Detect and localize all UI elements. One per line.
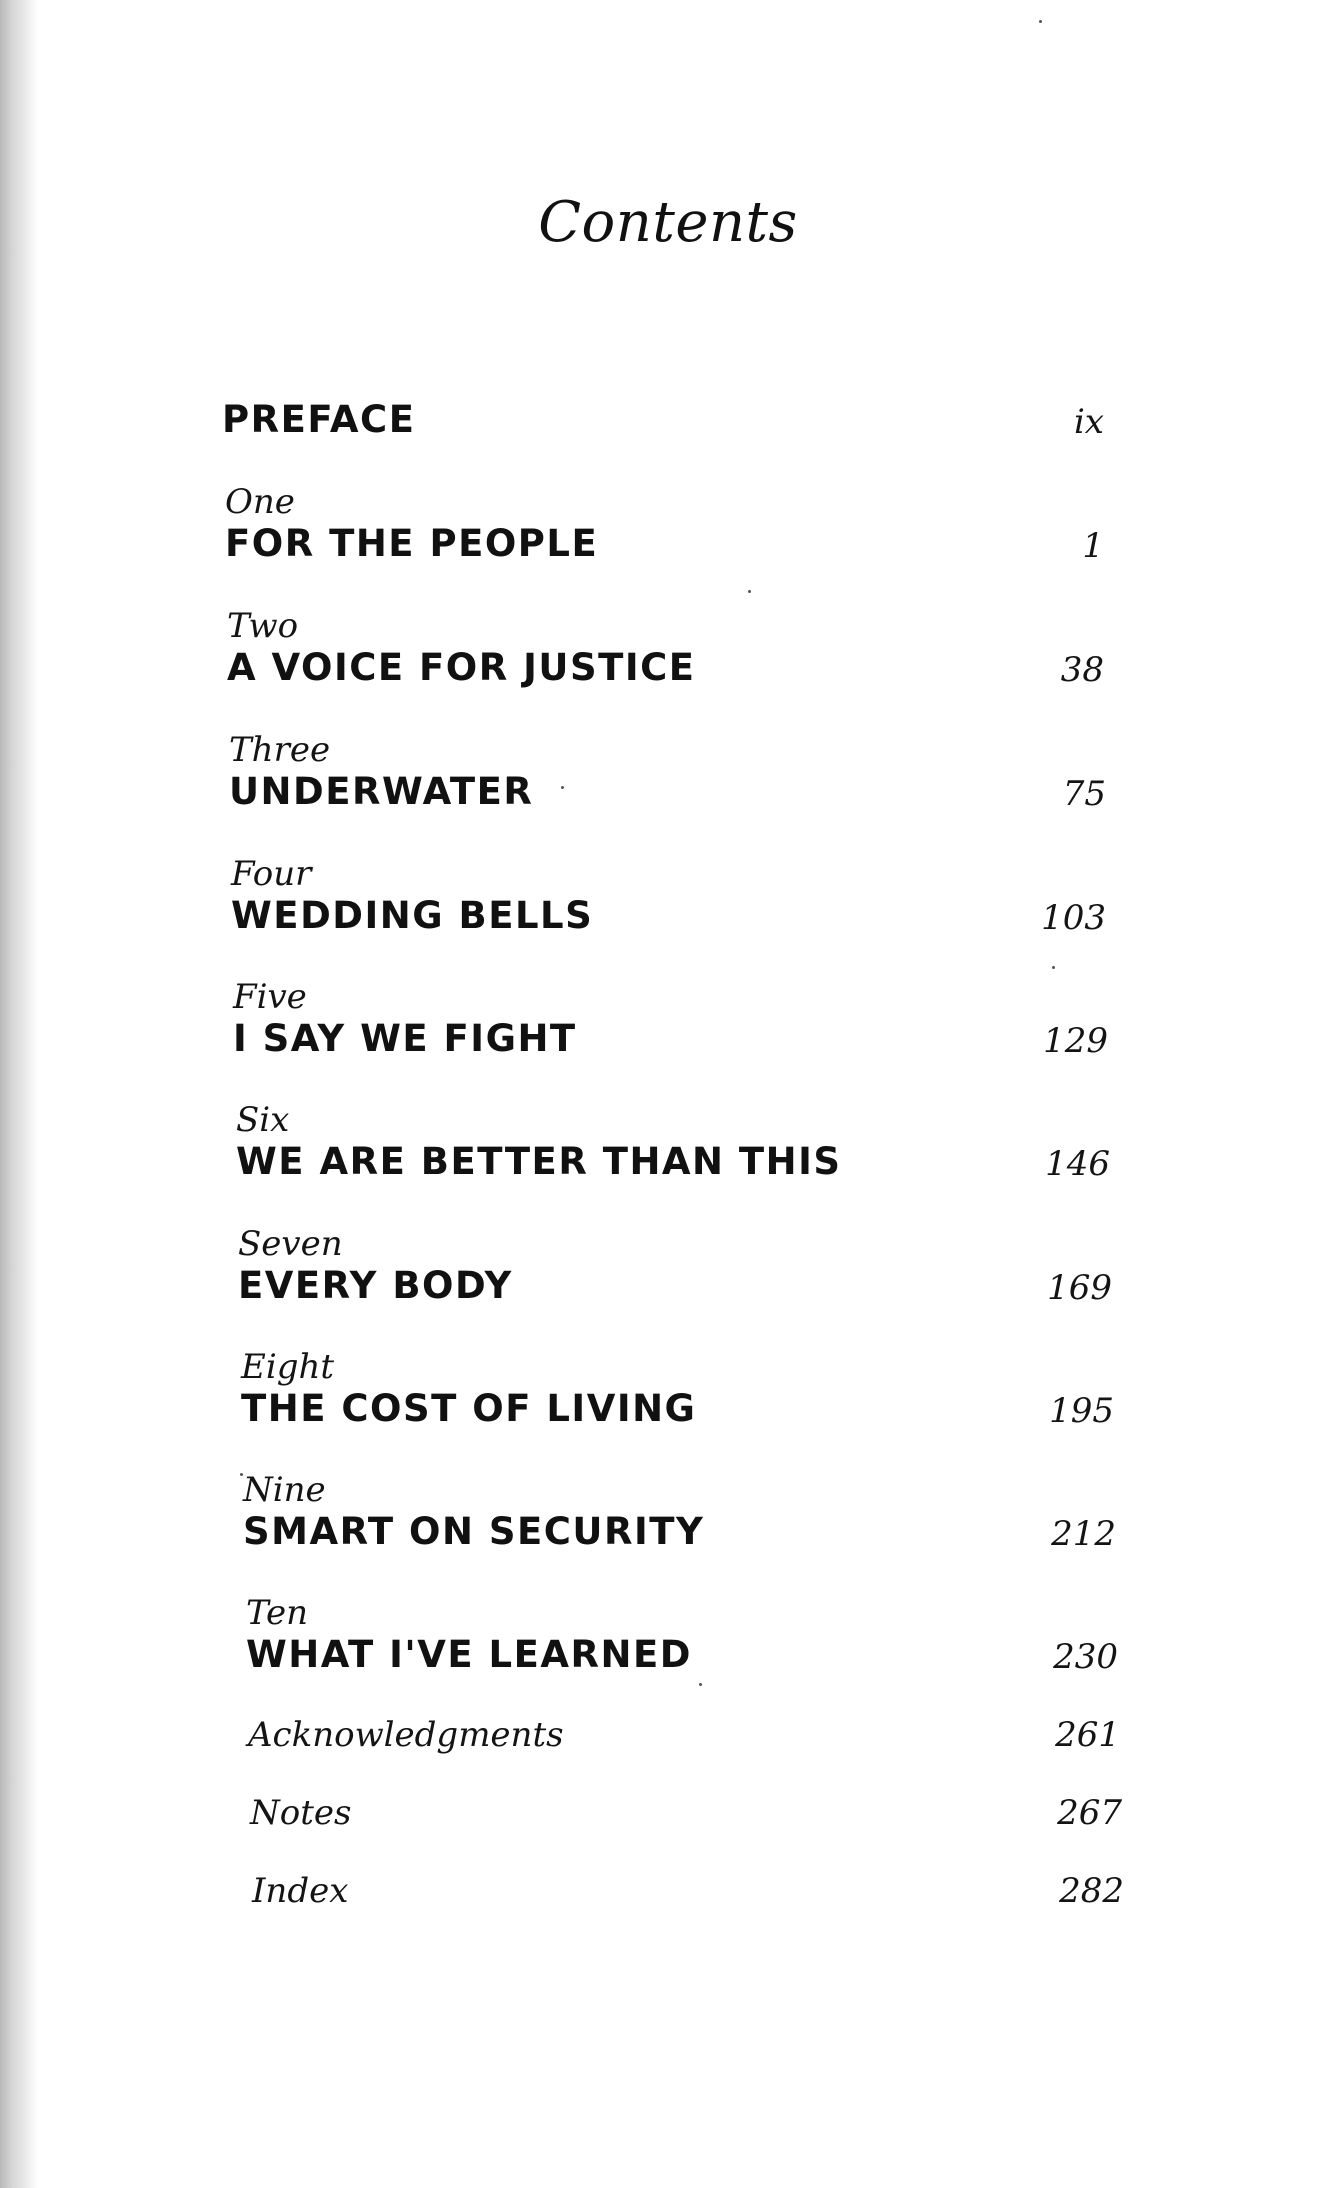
chapter-title: THE COST OF LIVING xyxy=(241,1387,697,1430)
scan-speck xyxy=(699,1683,702,1686)
page-number: 75 xyxy=(1062,774,1106,814)
chapter-number: Five xyxy=(233,977,307,1017)
chapter-title: WHAT I'VE LEARNED xyxy=(246,1633,692,1676)
page-number: 282 xyxy=(1059,1871,1124,1911)
scan-speck xyxy=(748,590,751,593)
page-number: 38 xyxy=(1060,650,1104,690)
chapter-number: Three xyxy=(229,730,331,770)
chapter-title: PREFACE xyxy=(222,398,416,441)
page-number: 230 xyxy=(1053,1637,1118,1677)
chapter-number: Seven xyxy=(238,1224,343,1264)
contents-title: Contents xyxy=(538,190,798,255)
scan-speck xyxy=(240,1473,243,1476)
page-number: 261 xyxy=(1055,1715,1120,1755)
chapter-title: FOR THE PEOPLE xyxy=(225,522,599,565)
chapter-title: WE ARE BETTER THAN THIS xyxy=(236,1140,842,1183)
chapter-number: Nine xyxy=(243,1470,326,1510)
chapter-number: Six xyxy=(236,1100,290,1140)
chapter-title: WEDDING BELLS xyxy=(231,894,594,937)
chapter-title: EVERY BODY xyxy=(238,1264,513,1307)
page-number: 103 xyxy=(1041,898,1106,938)
chapter-title: I SAY WE FIGHT xyxy=(233,1017,577,1060)
chapter-number: Two xyxy=(227,606,299,646)
back-matter-title: Notes xyxy=(250,1793,352,1833)
chapter-title: A VOICE FOR JUSTICE xyxy=(227,646,696,689)
chapter-number: One xyxy=(225,482,295,522)
back-matter-title: Index xyxy=(252,1871,349,1911)
page-number: 195 xyxy=(1049,1391,1114,1431)
chapter-title: SMART ON SECURITY xyxy=(243,1510,705,1553)
page-number: 146 xyxy=(1045,1144,1110,1184)
chapter-number: Four xyxy=(231,854,312,894)
page-number: 169 xyxy=(1047,1268,1112,1308)
chapter-number: Eight xyxy=(241,1347,335,1387)
page-number: 129 xyxy=(1043,1021,1108,1061)
scan-speck xyxy=(1039,20,1042,23)
chapter-title: UNDERWATER xyxy=(229,770,534,813)
chapter-number: Ten xyxy=(246,1593,309,1633)
scan-speck xyxy=(561,786,564,789)
page-number: 267 xyxy=(1057,1793,1122,1833)
back-matter-title: Acknowledgments xyxy=(248,1715,564,1755)
page-number: ix xyxy=(1073,402,1104,442)
scan-speck xyxy=(1052,966,1055,969)
page-number: 212 xyxy=(1051,1514,1116,1554)
page-number: 1 xyxy=(1082,526,1104,566)
